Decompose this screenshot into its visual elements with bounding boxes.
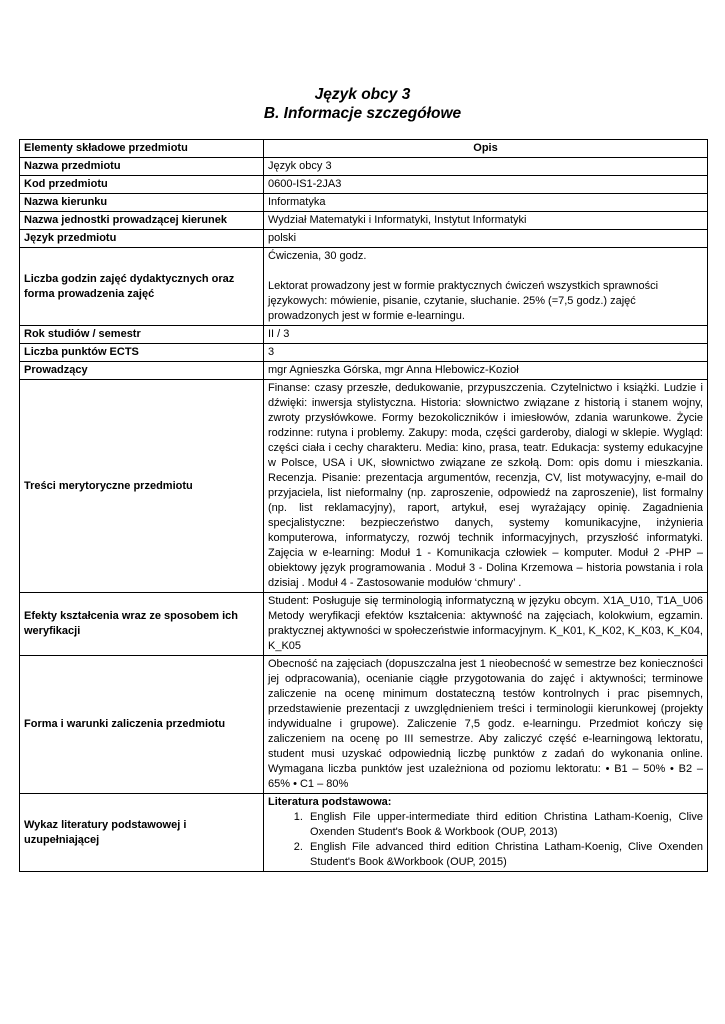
row-label: Forma i warunki zaliczenia przedmiotu bbox=[20, 656, 264, 794]
table-row bbox=[20, 362, 708, 380]
row-value: Finanse: czasy przeszłe, dedukowanie, przypuszczenia. Czytelnictwo i książki. Ludzie i dźwięki: inwersja stylistyczna. Historia: słownictwo związane z historią i stanem wojny, zwroty przysłówkowe. Formy bezokoliczników i imiesłowów, zdania warunkowe. Życie rodzinne: rutyna i problemy. Zakupy: moda, części garderoby, dialogi w sklepie. Wygląd: części ciała i cechy charakteru. Media: kino, prasa, teatr. Edukacja: systemy edukacyjne w Polsce, USA i UK, słownictwo związane ze szkołą. Dom: opis domu i mieszkania. Recenzja. Pisanie: prezentacja argumentów, recenzja, CV, list motywacyjny, e-mail do przyjaciela, list nieformalny (np. zaproszenie, odpowiedź na zaproszenie), list formalny (np. list reklamacyjny), raport, artykuł, esej wyrażający opinię. Zagadnienia specjalistyczne: bezpieczeństwo danych, systemy komunikacyjne, inżynieria komputerowa, informatyczy, rozwój technik informacyjnych, przyszłość informatyki. Zajęcia w e-learning: Moduł 1 - Komunikacja człowiek – komputer. Moduł 2 -PHP – obiektowy język programowania . Moduł 3 - Dolina Krzemowa – historia powstania i rola dzisiaj . Moduł 4 - Zastosowanie modułów ‘chmury’ . bbox=[264, 380, 708, 593]
literature-list bbox=[268, 810, 703, 870]
header-elements: Elementy składowe przedmiotu bbox=[20, 140, 264, 158]
row-label: Rok studiów / semestr bbox=[20, 326, 264, 344]
table-row bbox=[20, 794, 708, 872]
paragraph-gap bbox=[268, 264, 703, 279]
row-label: Treści merytoryczne przedmiotu bbox=[20, 380, 264, 593]
row-label: Wykaz literatury podstawowej i uzupełniającej bbox=[20, 794, 264, 872]
row-label: Liczba punktów ECTS bbox=[20, 344, 264, 362]
table-row bbox=[20, 593, 708, 656]
row-value: Język obcy 3 bbox=[264, 158, 708, 176]
row-label: Nazwa kierunku bbox=[20, 194, 264, 212]
row-value: Informatyka bbox=[264, 194, 708, 212]
table-row bbox=[20, 248, 708, 326]
table-row bbox=[20, 326, 708, 344]
table-row bbox=[20, 158, 708, 176]
row-value bbox=[264, 248, 708, 326]
row-label: Liczba godzin zajęć dydaktycznych oraz forma prowadzenia zajęć bbox=[20, 248, 264, 326]
list-item: 2. English File advanced third edition Christina Latham-Koenig, Clive Oxenden Student's Book &Workbook (OUP, 2015) bbox=[306, 840, 703, 870]
row-label: Kod przedmiotu bbox=[20, 176, 264, 194]
title-line-1: Język obcy 3 bbox=[314, 86, 411, 103]
table-row bbox=[20, 230, 708, 248]
literature-heading: Literatura podstawowa: bbox=[268, 796, 392, 808]
row-label: Nazwa jednostki prowadzącej kierunek bbox=[20, 212, 264, 230]
title-line-2: B. Informacje szczegółowe bbox=[263, 105, 462, 122]
table-row bbox=[20, 176, 708, 194]
row-label: Język przedmiotu bbox=[20, 230, 264, 248]
table-row bbox=[20, 194, 708, 212]
table-row bbox=[20, 380, 708, 593]
table-row bbox=[20, 656, 708, 794]
list-item: 1. English File upper-intermediate third edition Christina Latham-Koenig, Clive Oxenden Student's Book & Workbook (OUP, 2013) bbox=[306, 810, 703, 840]
row-label: Prowadzący bbox=[20, 362, 264, 380]
row-value: polski bbox=[264, 230, 708, 248]
row-label: Efekty kształcenia wraz ze sposobem ich weryfikacji bbox=[20, 593, 264, 656]
table-row bbox=[20, 344, 708, 362]
hours-description: Lektorat prowadzony jest w formie praktycznych ćwiczeń wszystkich sprawności językowych: mówienie, pisanie, czytanie, słuchanie. 25% (=7,5 godz.) zajęć prowadzonych jest w formie e-learningu. bbox=[268, 280, 659, 322]
row-value: 3 bbox=[264, 344, 708, 362]
table-row bbox=[20, 212, 708, 230]
row-value: II / 3 bbox=[264, 326, 708, 344]
row-value: 0600-IS1-2JA3 bbox=[264, 176, 708, 194]
row-value: Wydział Matematyki i Informatyki, Instytut Informatyki bbox=[264, 212, 708, 230]
row-label: Nazwa przedmiotu bbox=[20, 158, 264, 176]
header-description: Opis bbox=[264, 140, 708, 158]
row-value: Obecność na zajęciach (dopuszczalna jest 1 nieobecność w semestrze bez konieczności jej odpracowania), ocenianie ciągłe przygotowania do zajęć i aktywności; terminowe zaliczenie na ocenę minimum dostateczną testów kontrolnych i prac pisemnych, przedstawienie prezentacji z uwzględnieniem treści i terminologii kierunkowej (projekty indywidualne i grupowe). Zaliczenie 7,5 godz. e-learningu. Przedmiot kończy się zaliczeniem na ocenę po III semestrze. Aby zaliczyć część e-learningową lektoratu, student musi uzyskać odpowiednią liczbę punktów z zadań do wykonania online. Wymagana liczba punktów jest uzależniona od poziomu lektoratu: • B1 – 50% • B2 – 65% • C1 – 80% bbox=[264, 656, 708, 794]
hours-summary: Ćwiczenia, 30 godz. bbox=[268, 250, 367, 262]
row-value bbox=[264, 794, 708, 872]
course-details-table bbox=[19, 139, 708, 872]
row-value: mgr Agnieszka Górska, mgr Anna Hlebowicz-Kozioł bbox=[264, 362, 708, 380]
document-title bbox=[0, 85, 725, 123]
table-header-row bbox=[20, 140, 708, 158]
row-value: Student: Posługuje się terminologią informatyczną w języku obcym. X1A_U10, T1A_U06 Metody weryfikacji efektów kształcenia: aktywność na zajęciach, kolokwium, egzamin. praktycznej aktywności w społeczeństwie informacyjnym. K_K01, K_K02, K_K03, K_K04, K_K05 bbox=[264, 593, 708, 656]
